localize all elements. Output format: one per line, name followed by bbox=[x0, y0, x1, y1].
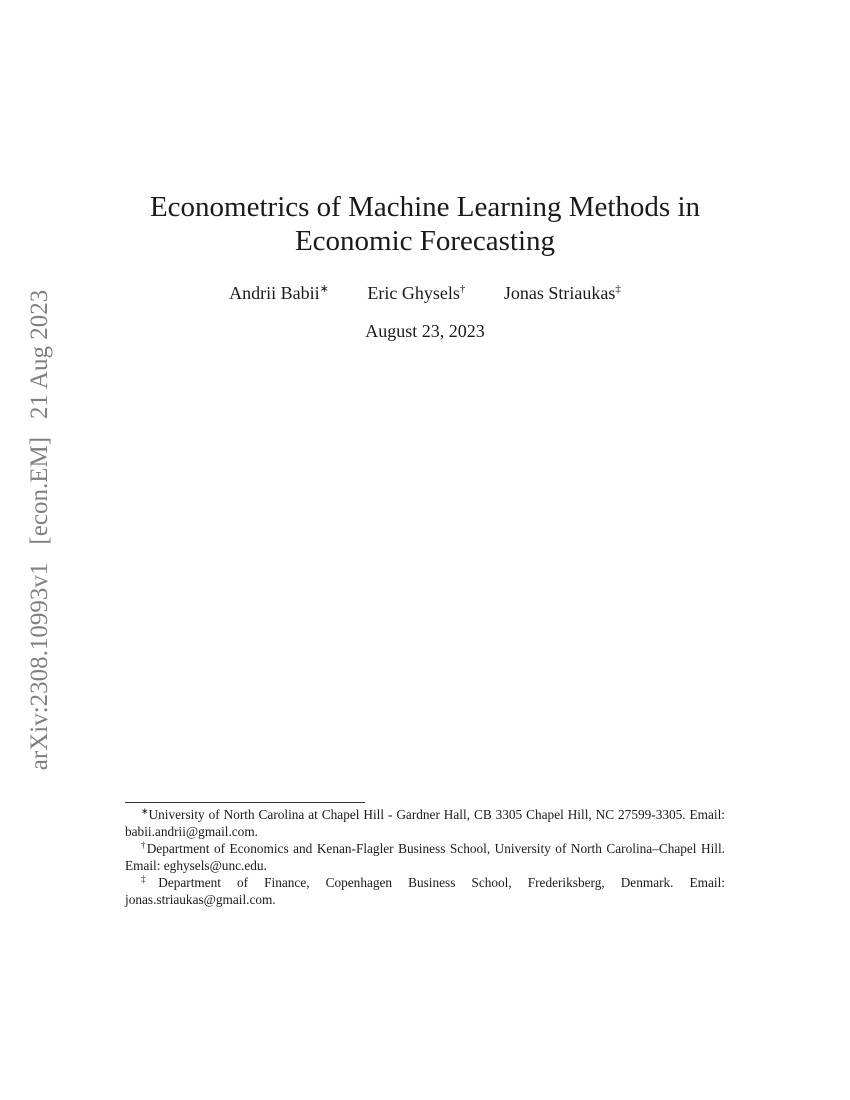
arxiv-category: [econ.EM] bbox=[26, 436, 53, 545]
author: Eric Ghysels† bbox=[367, 283, 466, 303]
footnote: ∗University of North Carolina at Chapel Hill - Gardner Hall, CB 3305 Chapel Hill, NC 27599-3305. Email: babii.andrii@gmail.com. bbox=[125, 806, 725, 839]
author-list bbox=[125, 283, 725, 304]
title-line-2: Economic Forecasting bbox=[294, 225, 556, 257]
arxiv-date: 21 Aug 2023 bbox=[26, 289, 53, 419]
title-line-1: Econometrics of Machine Learning Methods in bbox=[149, 191, 701, 223]
paper-date: August 23, 2023 bbox=[365, 321, 485, 341]
footnote: †Department of Economics and Kenan-Flagler Business School, University of North Carolina–Chapel Hill. Email: eghysels@unc.edu. bbox=[125, 840, 726, 873]
arxiv-sidebar-stamp bbox=[26, 281, 54, 779]
footnote: ‡Department of Finance, Copenhagen Business School, Frederiksberg, Denmark. Email: jonas.striaukas@gmail.com. bbox=[125, 874, 725, 907]
author: Jonas Striaukas‡ bbox=[503, 283, 621, 303]
footnote-divider bbox=[125, 802, 365, 803]
arxiv-id: arXiv:2308.10993v1 bbox=[26, 562, 53, 771]
paper-title bbox=[125, 190, 725, 258]
footnotes bbox=[125, 806, 725, 908]
author: Andrii Babii∗ bbox=[229, 283, 329, 303]
